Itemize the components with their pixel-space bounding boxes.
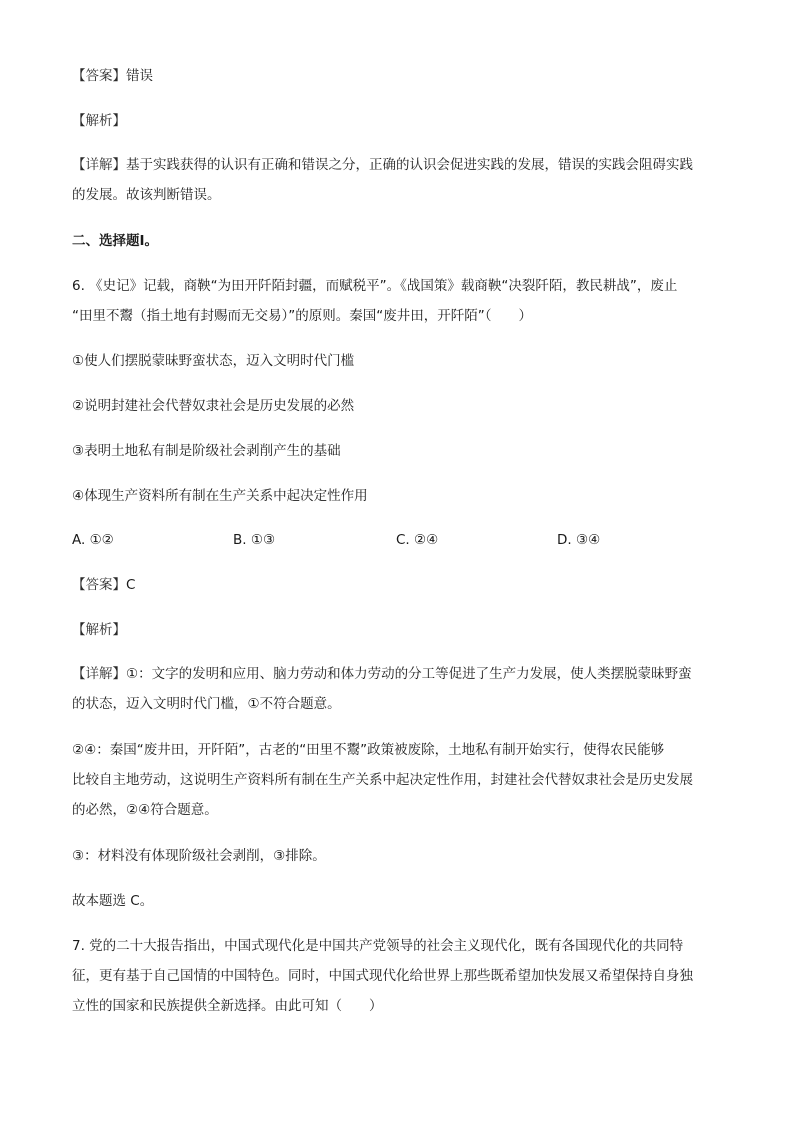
q5-answer-line [72,66,153,86]
answer-tag: 【答案】 [72,577,126,593]
detail-tag: 【详解】 [72,157,126,173]
q5-analysis-tag [72,111,126,131]
q6-statement-3: ③表明土地私有制是阶级社会剥削产生的基础 [72,443,341,459]
q6-stem-line-1: 6. 《史记》记载，商鞅“为田开阡陌封疆，而赋税平”。《战国策》载商鞅“决裂阡陌，教民耕战”，废止 [72,278,678,294]
q6-analysis-tag [72,620,126,640]
q6-detail-p2-line-3: 的必然，②④符合题意。 [72,802,218,818]
detail-tag: 【详解】 [72,666,126,682]
q7-stem-line-2: 征，更有基于自己国情的中国特色。同时，中国式现代化给世界上那些既希望加快发展又希望保持自身独 [72,968,693,984]
q6-stem-line-2: “田里不鬻（指土地有封赐而无交易）”的原则。秦国“废井田，开阡陌”（ ） [72,308,532,324]
q6-option-d: D. ③④ [557,532,601,548]
q6-statement-1: ①使人们摆脱蒙昧野蛮状态，迈入文明时代门槛 [72,353,355,369]
answer-tag: 【答案】 [72,68,126,84]
answer-text: 错误 [126,68,153,84]
q6-detail-p1-line-2: 的状态，迈入文明时代门槛，①不符合题意。 [72,696,341,712]
q5-detail-line-1 [72,155,693,175]
q6-detail-p2-line-2: 比较自主地劳动，这说明生产资料所有制在生产关系中起决定性作用，封建社会代替奴隶社会是历史发展 [72,772,693,788]
detail-text: 基于实践获得的认识有正确和错误之分，正确的认识会促进实践的发展，错误的实践会阻碍实践 [126,157,693,173]
q7-stem-line-3: 立性的国家和民族提供全新选择。由此可知（ ） [72,998,383,1014]
q5-detail-line-2: 的发展。故该判断错误。 [72,187,221,203]
detail-text: ①：文字的发明和应用、脑力劳动和体力劳动的分工等促进了生产力发展，使人类摆脱蒙昧野蛮 [126,666,692,682]
q6-option-c: C. ②④ [396,532,439,548]
q7-stem-line-1: 7. 党的二十大报告指出，中国式现代化是中国共产党领导的社会主义现代化，既有各国现代化的共同特 [72,938,684,954]
analysis-tag: 【解析】 [72,113,126,129]
q6-statement-2: ②说明封建社会代替奴隶社会是历史发展的必然 [72,398,355,414]
analysis-tag: 【解析】 [72,622,126,638]
q6-answer-line [72,575,135,595]
q6-detail-p1-line-1 [72,664,692,684]
q6-detail-p3: ③：材料没有体现阶级社会剥削，③排除。 [72,848,326,864]
q6-detail-p2-line-1: ②④：秦国“废井田，开阡陌”，古老的“田里不鬻”政策被废除，土地私有制开始实行，使得农民能够 [72,742,665,758]
q6-option-b: B. ①③ [233,532,276,548]
q6-conclusion: 故本题选 C。 [72,893,154,909]
q6-option-a: A. ①② [72,532,114,548]
answer-text: C [126,577,136,593]
section-heading: 二、选择题Ⅰ。 [72,233,159,249]
q6-statement-4: ④体现生产资料所有制在生产关系中起决定性作用 [72,488,368,504]
